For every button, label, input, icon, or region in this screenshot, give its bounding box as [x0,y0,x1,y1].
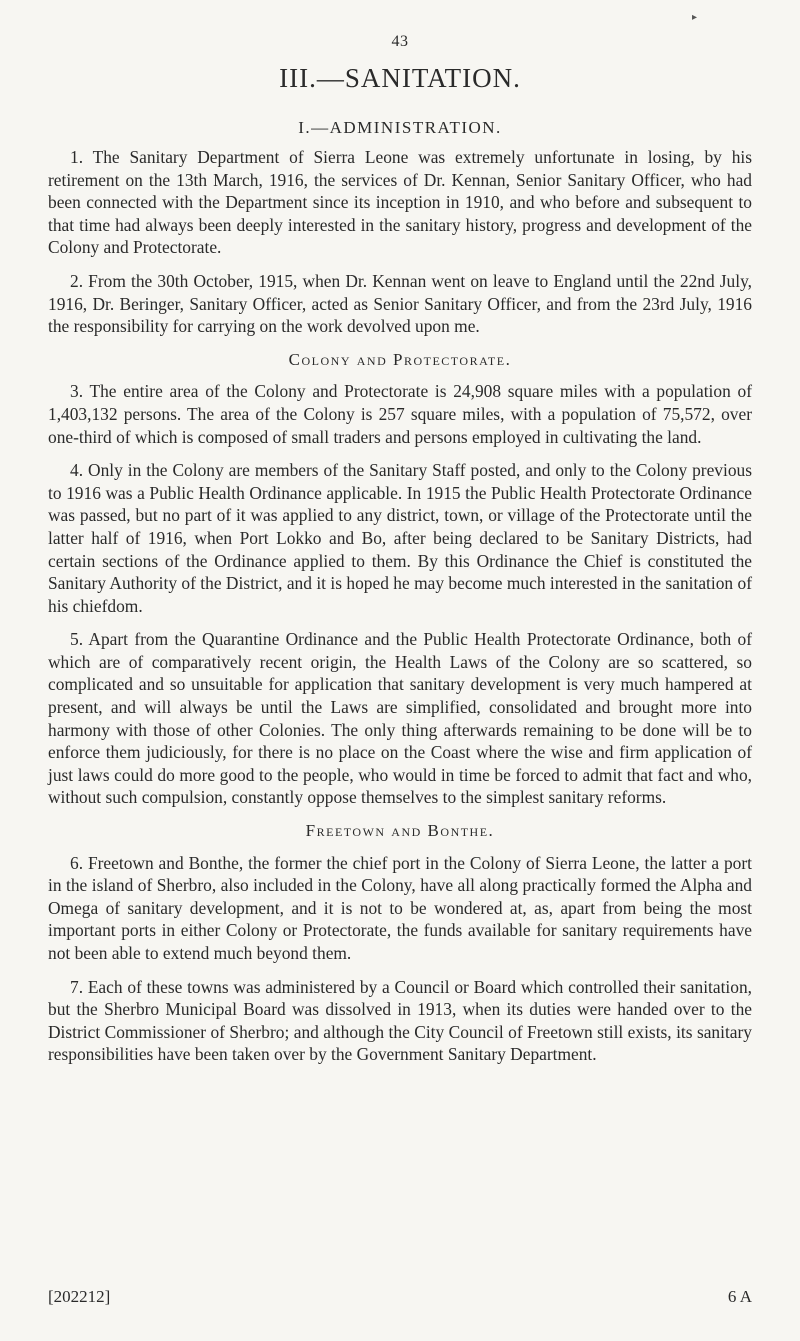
paragraph-6: 6. Freetown and Bonthe, the former the chief port in the Colony of Sierra Leone, the latter a port in the island of Sherbro, also included in the Colony, have all along practically formed the Alpha and Omega of sanitary development, and it is not to be wondered at, as, apart from being the most important ports in either Colony or Protectorate, the funds available for sanitary requirements have not been able to extend much beyond them. [48,852,752,963]
paragraph-2: 2. From the 30th October, 1915, when Dr. Kennan went on leave to England until the 22nd July, 1916, Dr. Beringer, Sanitary Officer, acted as Senior Sanitary Officer, and from the 23rd July, 1916 the responsibility for carrying on the work devolved upon me. [48,270,752,337]
signature-mark: 6 A [727,1287,752,1306]
print-code: [202212] [48,1287,111,1306]
corner-mark: ▸ [692,12,698,23]
paragraph-3: 3. The entire area of the Colony and Protectorate is 24,908 square miles with a population of 1,403,132 persons. The area of the Colony is 257 square miles, with a population of 75,572, over one-third of which is composed of small traders and persons employed in cultivating the land. [48,381,752,447]
page-number: 43 [391,33,409,50]
subheading-colony: Colony and Protectorate. [288,349,512,369]
body-text [48,146,752,1077]
paragraph-1: 1. The Sanitary Department of Sierra Leone was extremely unfortunate in losing, by his retirement on the 13th March, 1916, the services of Dr. Kennan, Senior Sanitary Officer, who had been connected with the Department since its inception in 1910, and who before and subsequent to that time had always been deeply interested in the sanitary history, progress and development of the Colony and Protectorate. [48,147,752,258]
chapter-title: III.—SANITATION. [279,63,521,93]
subheading-freetown: Freetown and Bonthe. [305,821,495,841]
paragraph-5: 5. Apart from the Quarantine Ordinance and the Public Health Protectorate Ordinance, both of which are of comparatively recent origin, the Health Laws of the Colony are so scattered, so complicated and so unsuitable for application that sanitary development is very much hampered at present, and will always be until the Laws are simplified, consolidated and brought more into harmony with those of other Colonies. The only thing afterwards remaining to be done will be to enforce them judiciously, for there is no place on the Coast where the wise and firm application of just laws could do more good to the people, who would in time be forced to admit that fact and who, without such compulsion, constantly oppose themselves to the simplest sanitary reforms. [48,629,752,808]
section-heading: I.—ADMINISTRATION. [298,118,502,137]
paragraph-4: 4. Only in the Colony are members of the Sanitary Staff posted, and only to the Colony previous to 1916 was a Public Health Ordinance applicable. In 1915 the Public Health Protectorate Ordinance was passed, but no part of it was applied to any district, town, or village of the Protectorate until the latter half of 1916, when Port Lokko and Bo, after being declared to be Sanitary Districts, had certain sections of the Ordinance applied to them. By this Ordinance the Chief is constituted the Sanitary Authority of the District, and it is hoped he may become much interested in the sanitation of his chiefdom. [48,460,752,616]
page-footer [48,1287,752,1307]
paragraph-7: 7. Each of these towns was administered by a Council or Board which controlled their sanitation, but the Sherbro Municipal Board was dissolved in 1913, when its duties were handed over to the District Commissioner of Sherbro; and although the City Council of Freetown still exists, its sanitary responsibilities have been taken over by the Government Sanitary Department. [48,976,752,1065]
